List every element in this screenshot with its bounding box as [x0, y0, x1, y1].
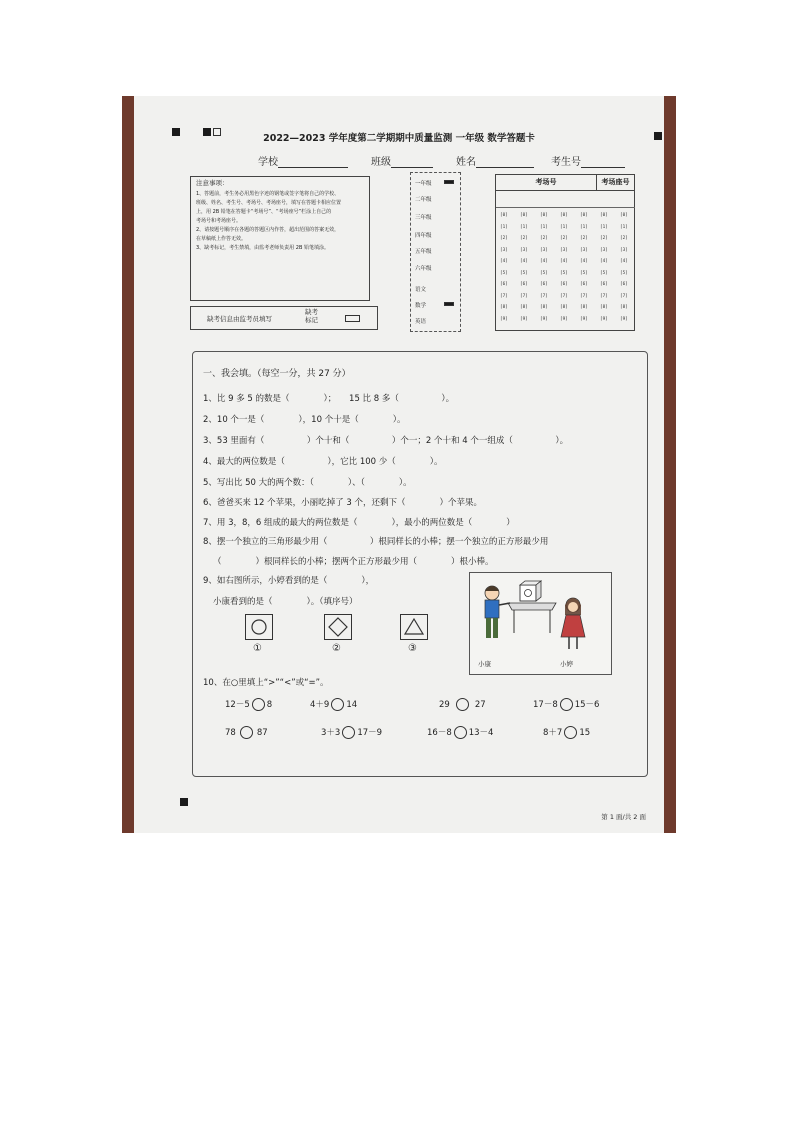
compare-item: 78 87 — [225, 728, 268, 738]
exam-bubble[interactable]: [7] — [600, 293, 608, 299]
question-8: 8、摆一个独立的三角形最少用（ ）根同样长的小棒；摆一个独立的正方形最少用 — [203, 537, 549, 547]
exam-bubble[interactable]: [7] — [520, 293, 528, 299]
compare-item: 29 27 — [439, 700, 486, 710]
exam-bubble[interactable]: [1] — [580, 224, 588, 230]
exam-room-header: 考场号 — [496, 175, 597, 191]
notes-line: 在草稿纸上作答无效。 — [196, 236, 247, 243]
exam-bubble[interactable]: [3] — [540, 247, 548, 253]
exam-bubble[interactable]: [6] — [520, 282, 528, 287]
absent-info: 缺考信息由监考员填写 — [207, 315, 272, 323]
exam-bubble[interactable]: [5] — [560, 270, 568, 276]
exam-bubble[interactable]: [4] — [600, 259, 608, 264]
exam-bubble[interactable]: [6] — [620, 282, 628, 287]
exam-bubble[interactable]: [1] — [560, 224, 568, 230]
exam-bubble[interactable]: [6] — [600, 282, 608, 287]
answer-circle[interactable] — [454, 726, 467, 739]
notes-title: 注意事项： — [196, 179, 229, 187]
answer-circle[interactable] — [240, 726, 253, 739]
exam-bubble[interactable]: [3] — [580, 247, 588, 253]
exam-bubble[interactable]: [0] — [600, 213, 608, 218]
exam-bubble[interactable]: [5] — [620, 270, 628, 276]
notes-line: 2、请按题号顺序在各题的答题区内作答，超出范围的答案无效， — [196, 226, 340, 233]
exam-bubble[interactable]: [1] — [500, 224, 508, 230]
notes-line: 上，用 2B 铅笔在答题卡“考场号”、“考场座号”栏涂上自己的 — [196, 208, 332, 215]
exam-bubble[interactable]: [9] — [600, 316, 608, 322]
question-3: 3、53 里面有（ ）个十和（ ）个一；2 个十和 4 个一组成（ ）。 — [203, 436, 569, 446]
exam-bubble[interactable]: [9] — [520, 316, 528, 322]
question-section — [192, 351, 648, 777]
exam-bubble[interactable]: [0] — [500, 213, 508, 218]
absent-mark-checkbox[interactable] — [345, 315, 360, 322]
diamond-shape-icon — [325, 615, 351, 639]
exam-bubble[interactable]: [1] — [520, 224, 528, 230]
compare-item: 8＋7 15 — [543, 728, 591, 738]
exam-bubble[interactable]: [6] — [500, 282, 508, 287]
exam-bubble[interactable]: [0] — [540, 213, 548, 218]
exam-bubble[interactable]: [3] — [520, 247, 528, 253]
answer-circle[interactable] — [456, 698, 469, 711]
grade-option[interactable]: 五年级 — [415, 249, 432, 255]
exam-bubble[interactable]: [4] — [520, 259, 528, 264]
subject-option[interactable]: 语文 — [415, 287, 427, 293]
notes-line: 1、答题前，考生务必用黑色字迹的钢笔或签字笔将自己的学校、 — [196, 190, 340, 197]
answer-circle[interactable] — [252, 698, 265, 711]
sheet-title: 2022—2023 学年度第二学期期中质量监测 一年级 数学答题卡 — [263, 133, 535, 144]
children-looking-at-cube-illustration — [470, 573, 611, 674]
exam-bubble[interactable]: [2] — [600, 236, 608, 241]
exam-bubble[interactable]: [7] — [540, 293, 548, 299]
exam-bubble[interactable]: [4] — [560, 259, 568, 264]
notes-line: 3、缺考标记，考生禁填，由监考老师负责用 2B 铅笔填涂。 — [196, 245, 329, 252]
exam-bubble[interactable]: [2] — [580, 236, 588, 241]
photo-background — [122, 96, 676, 833]
triangle-shape-icon — [401, 615, 427, 639]
question-5: 5、写出比 50 大的两个数：（ ）、（ ）。 — [203, 478, 412, 488]
answer-circle[interactable] — [342, 726, 355, 739]
option-2-label: ② — [332, 643, 341, 654]
exam-seat-header: 考场座号 — [596, 175, 635, 191]
exam-bubble[interactable]: [8] — [560, 305, 568, 310]
exam-bubble[interactable]: [4] — [580, 259, 588, 264]
subject-option[interactable]: 英语 — [415, 319, 427, 325]
figure-label-xiaokang: 小康 — [478, 660, 491, 668]
exam-bubble[interactable]: [7] — [580, 293, 588, 299]
question-1: 1、比 9 多 5 的数是（ ）； 15 比 8 多（ ）。 — [203, 394, 455, 404]
exam-bubble[interactable]: [1] — [600, 224, 608, 230]
question-6: 6、爸爸买来 12 个苹果，小丽吃掉了 3 个，还剩下（ ）个苹果。 — [203, 498, 482, 508]
subject-mark-filled — [444, 302, 454, 306]
exam-bubble[interactable]: [4] — [500, 259, 508, 264]
compare-item: 4＋9 14 — [310, 700, 358, 710]
exam-bubble[interactable]: [0] — [580, 213, 588, 218]
grade-option[interactable]: 一年级 — [415, 181, 432, 187]
exam-bubble[interactable]: [9] — [620, 316, 628, 322]
exam-bubble[interactable]: [8] — [500, 305, 508, 310]
absent-mark-label: 缺考 标记 — [305, 308, 318, 324]
exam-bubble[interactable]: [7] — [620, 293, 628, 299]
exam-bubble[interactable]: [5] — [500, 270, 508, 276]
grade-subject-selector — [410, 172, 461, 332]
subject-option[interactable]: 数学 — [415, 303, 427, 309]
question-9-line1: 9、如右图所示，小婷看到的是（ ）， — [203, 576, 375, 586]
question-4: 4、最大的两位数是（ ），它比 100 少（ ）。 — [203, 457, 443, 467]
exam-bubble[interactable]: [8] — [600, 305, 608, 310]
exam-room-table — [495, 174, 635, 331]
name-field[interactable]: 姓名 — [456, 153, 534, 168]
figure-box — [469, 572, 612, 675]
page-footer: 第 1 面/共 2 面 — [601, 813, 646, 821]
school-field[interactable]: 学校 — [258, 153, 348, 168]
question-8-cont: （ ）根同样长的小棒；摆两个正方形最少用（ ）根小棒。 — [213, 557, 494, 567]
exam-bubble[interactable]: [8] — [580, 305, 588, 310]
exam-bubble[interactable]: [0] — [560, 213, 568, 218]
exam-bubble[interactable]: [3] — [500, 247, 508, 253]
option-3-label: ③ — [408, 643, 417, 654]
exam-bubble[interactable]: [6] — [560, 282, 568, 287]
grade-option[interactable]: 二年级 — [415, 197, 432, 203]
exam-bubble[interactable]: [9] — [500, 316, 508, 322]
figure-label-xiaoting: 小婷 — [560, 660, 573, 668]
exam-bubble[interactable]: [2] — [520, 236, 528, 241]
option-2-box — [324, 614, 352, 640]
grade-mark-filled — [444, 180, 454, 184]
exam-bubble[interactable]: [7] — [500, 293, 508, 299]
exam-bubble[interactable]: [8] — [540, 305, 548, 310]
exam-bubble[interactable]: [2] — [500, 236, 508, 241]
exam-bubble[interactable]: [8] — [620, 305, 628, 310]
answer-sheet — [134, 96, 664, 833]
exam-bubble[interactable]: [5] — [540, 270, 548, 276]
question-7: 7、用 3，8，6 组成的最大的两位数是（ ），最小的两位数是（ ） — [203, 518, 515, 528]
option-1-box — [245, 614, 273, 640]
exam-bubble[interactable]: [9] — [540, 316, 548, 322]
answer-circle[interactable] — [560, 698, 573, 711]
notes-line: 班级、姓名、考生号、考场号、考场座号，填写在答题卡相应位置 — [196, 199, 342, 206]
grade-option[interactable]: 四年级 — [415, 233, 432, 239]
exam-bubble[interactable]: [7] — [560, 293, 568, 299]
grade-option[interactable]: 三年级 — [415, 215, 432, 221]
grade-option[interactable]: 六年级 — [415, 266, 432, 272]
exam-bubble[interactable]: [3] — [620, 247, 628, 253]
exam-bubble[interactable]: [0] — [620, 213, 628, 218]
exam-bubble[interactable]: [5] — [520, 270, 528, 276]
exam-bubble[interactable]: [6] — [540, 282, 548, 287]
circle-shape-icon — [246, 615, 272, 639]
exam-bubble[interactable]: [9] — [580, 316, 588, 322]
notes-box — [190, 176, 370, 301]
exam-bubble[interactable]: [1] — [540, 224, 548, 230]
exam-bubble[interactable]: [2] — [560, 236, 568, 241]
compare-item: 17－8 15－6 — [533, 700, 600, 710]
exam-bubble[interactable]: [9] — [560, 316, 568, 322]
exam-bubble[interactable]: [2] — [540, 236, 548, 241]
exam-bubble[interactable]: [4] — [540, 259, 548, 264]
section-title: 一、我会填。（每空一分，共 27 分） — [203, 369, 351, 379]
exam-bubble[interactable]: [5] — [580, 270, 588, 276]
absent-box — [190, 306, 378, 330]
exam-bubble[interactable]: [4] — [620, 259, 628, 264]
exam-bubble[interactable]: [1] — [620, 224, 628, 230]
exam-bubble[interactable]: [5] — [600, 270, 608, 276]
option-3-box — [400, 614, 428, 640]
exam-bubble[interactable]: [8] — [520, 305, 528, 310]
answer-circle[interactable] — [331, 698, 344, 711]
exam-bubble[interactable]: [3] — [560, 247, 568, 253]
corner-mark — [180, 798, 188, 806]
compare-item: 3＋3 17－9 — [321, 728, 383, 738]
exam-bubble[interactable]: [0] — [520, 213, 528, 218]
notes-line: 考场号和考场座号。 — [196, 217, 242, 224]
compare-item: 16－8 13－4 — [427, 728, 494, 738]
class-field[interactable]: 班级 — [371, 153, 433, 168]
question-10: 10、在○里填上“>”“<”或“=”。 — [203, 678, 329, 688]
exam-bubble[interactable]: [6] — [580, 282, 588, 287]
exam-bubble[interactable]: [3] — [600, 247, 608, 253]
answer-circle[interactable] — [564, 726, 577, 739]
exam-number-field[interactable]: 考生号 — [551, 153, 625, 168]
compare-item: 12－5 8 — [225, 700, 273, 710]
question-9-line2: 小康看到的是（ ）。（填序号） — [213, 597, 358, 607]
exam-bubble[interactable]: [2] — [620, 236, 628, 241]
question-2: 2、10 个一是（ ），10 个十是（ ）。 — [203, 415, 406, 425]
option-1-label: ① — [253, 643, 262, 654]
